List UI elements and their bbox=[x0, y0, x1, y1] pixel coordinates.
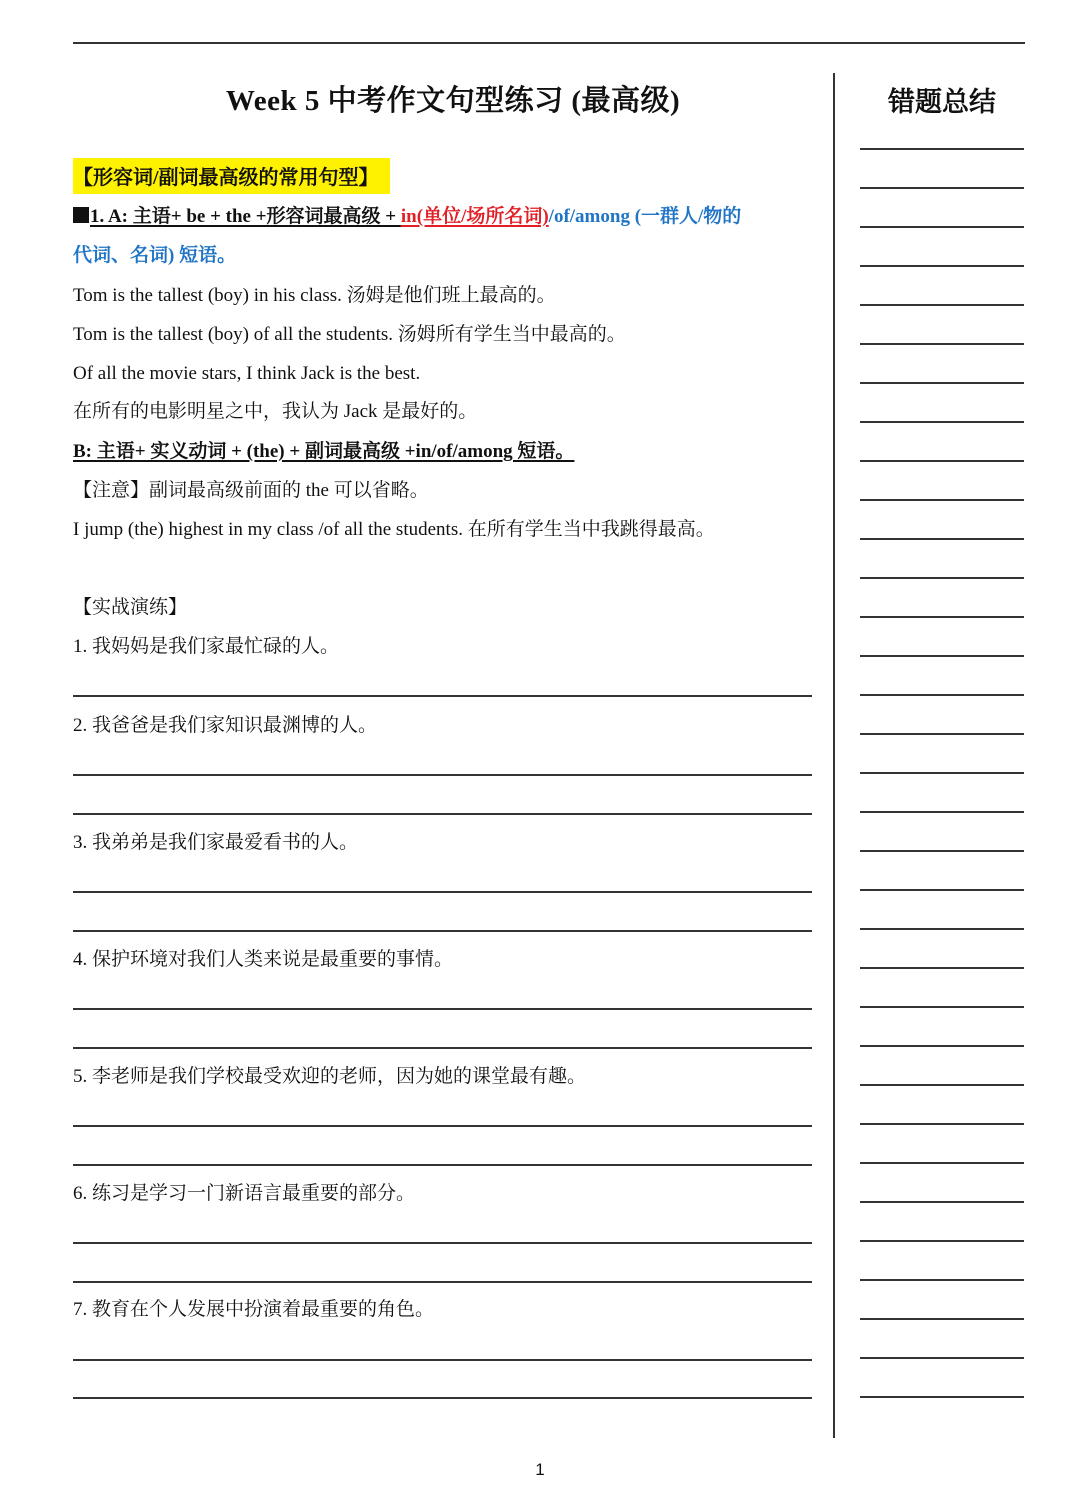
example-a-2: Tom is the tallest (boy) of all the students. 汤姆所有学生当中最高的。 bbox=[73, 324, 626, 345]
side-blank-line[interactable] bbox=[860, 538, 1024, 540]
side-blank-line[interactable] bbox=[860, 928, 1024, 930]
answer-line[interactable] bbox=[73, 930, 812, 932]
section-heading: 【形容词/副词最高级的常用句型】 bbox=[73, 158, 390, 194]
side-blank-line[interactable] bbox=[860, 967, 1024, 969]
answer-line[interactable] bbox=[73, 695, 812, 697]
side-blank-line[interactable] bbox=[860, 421, 1024, 423]
page-title: Week 5 中考作文句型练习 (最高级) bbox=[225, 85, 681, 117]
side-blank-line[interactable] bbox=[860, 733, 1024, 735]
side-blank-line[interactable] bbox=[860, 1006, 1024, 1008]
answer-line[interactable] bbox=[73, 813, 812, 815]
question-7: 7. 教育在个人发展中扮演着最重要的角色。 bbox=[73, 1299, 435, 1320]
note: 【注意】副词最高级前面的 the 可以省略。 bbox=[73, 480, 429, 501]
answer-line[interactable] bbox=[73, 1125, 812, 1127]
side-blank-line[interactable] bbox=[860, 1396, 1024, 1398]
side-blank-line[interactable] bbox=[860, 1357, 1024, 1359]
side-blank-line[interactable] bbox=[860, 148, 1024, 150]
side-blank-line[interactable] bbox=[860, 304, 1024, 306]
pattern-a-red: in(单位/场所名词) bbox=[400, 206, 549, 227]
example-a-4: 在所有的电影明星之中，我认为 Jack 是最好的。 bbox=[73, 401, 478, 422]
side-blank-line[interactable] bbox=[860, 187, 1024, 189]
side-blank-line[interactable] bbox=[860, 1045, 1024, 1047]
answer-line[interactable] bbox=[73, 891, 812, 893]
pattern-a-prefix: 1. A: 主语+ be + the +形容词最高级 + bbox=[90, 206, 401, 227]
question-5: 5. 李老师是我们学校最受欢迎的老师，因为她的课堂最有趣。 bbox=[73, 1066, 587, 1087]
answer-line[interactable] bbox=[73, 1047, 812, 1049]
question-4: 4. 保护环境对我们人类来说是最重要的事情。 bbox=[73, 949, 454, 970]
side-blank-line[interactable] bbox=[860, 1162, 1024, 1164]
side-blank-line[interactable] bbox=[860, 1123, 1024, 1125]
pattern-a-blue: /of/among (一群人/物的 bbox=[548, 206, 742, 227]
question-1: 1. 我妈妈是我们家最忙碌的人。 bbox=[73, 636, 340, 657]
side-blank-line[interactable] bbox=[860, 577, 1024, 579]
example-a-1: Tom is the tallest (boy) in his class. 汤姆是他们班上最高的。 bbox=[73, 285, 556, 306]
side-blank-line[interactable] bbox=[860, 772, 1024, 774]
side-blank-line[interactable] bbox=[860, 850, 1024, 852]
square-bullet-icon bbox=[73, 207, 89, 223]
side-blank-line[interactable] bbox=[860, 1201, 1024, 1203]
answer-line[interactable] bbox=[73, 1164, 812, 1166]
question-2: 2. 我爸爸是我们家知识最渊博的人。 bbox=[73, 715, 378, 736]
side-blank-line[interactable] bbox=[860, 226, 1024, 228]
pattern-b: B: 主语+ 实义动词 + (the) + 副词最高级 +in/of/among 短语。 bbox=[73, 441, 575, 462]
answer-line[interactable] bbox=[73, 1008, 812, 1010]
column-divider bbox=[833, 73, 835, 1438]
pattern-a bbox=[73, 204, 741, 230]
side-blank-line[interactable] bbox=[860, 1279, 1024, 1281]
answer-line[interactable] bbox=[73, 1397, 812, 1399]
side-blank-line[interactable] bbox=[860, 1240, 1024, 1242]
side-blank-line[interactable] bbox=[860, 1084, 1024, 1086]
answer-line[interactable] bbox=[73, 1242, 812, 1244]
side-blank-line[interactable] bbox=[860, 811, 1024, 813]
practice-heading: 【实战演练】 bbox=[73, 597, 188, 618]
side-panel-title: 错题总结 bbox=[888, 87, 996, 118]
side-blank-line[interactable] bbox=[860, 460, 1024, 462]
side-blank-line[interactable] bbox=[860, 694, 1024, 696]
side-blank-line[interactable] bbox=[860, 889, 1024, 891]
side-blank-line[interactable] bbox=[860, 343, 1024, 345]
side-blank-line[interactable] bbox=[860, 616, 1024, 618]
example-b: I jump (the) highest in my class /of all the students. 在所有学生当中我跳得最高。 bbox=[73, 519, 715, 540]
answer-line[interactable] bbox=[73, 1359, 812, 1361]
answer-line[interactable] bbox=[73, 1281, 812, 1283]
question-3: 3. 我弟弟是我们家最爱看书的人。 bbox=[73, 832, 359, 853]
side-blank-line[interactable] bbox=[860, 382, 1024, 384]
example-a-3: Of all the movie stars, I think Jack is the best. bbox=[73, 363, 421, 384]
side-blank-line[interactable] bbox=[860, 1318, 1024, 1320]
side-blank-line[interactable] bbox=[860, 265, 1024, 267]
side-blank-line[interactable] bbox=[860, 499, 1024, 501]
top-rule bbox=[73, 42, 1025, 44]
side-blank-line[interactable] bbox=[860, 655, 1024, 657]
page-number: 1 bbox=[535, 1460, 545, 1479]
pattern-a-line2: 代词、名词) 短语。 bbox=[73, 245, 237, 266]
answer-line[interactable] bbox=[73, 774, 812, 776]
question-6: 6. 练习是学习一门新语言最重要的部分。 bbox=[73, 1183, 416, 1204]
